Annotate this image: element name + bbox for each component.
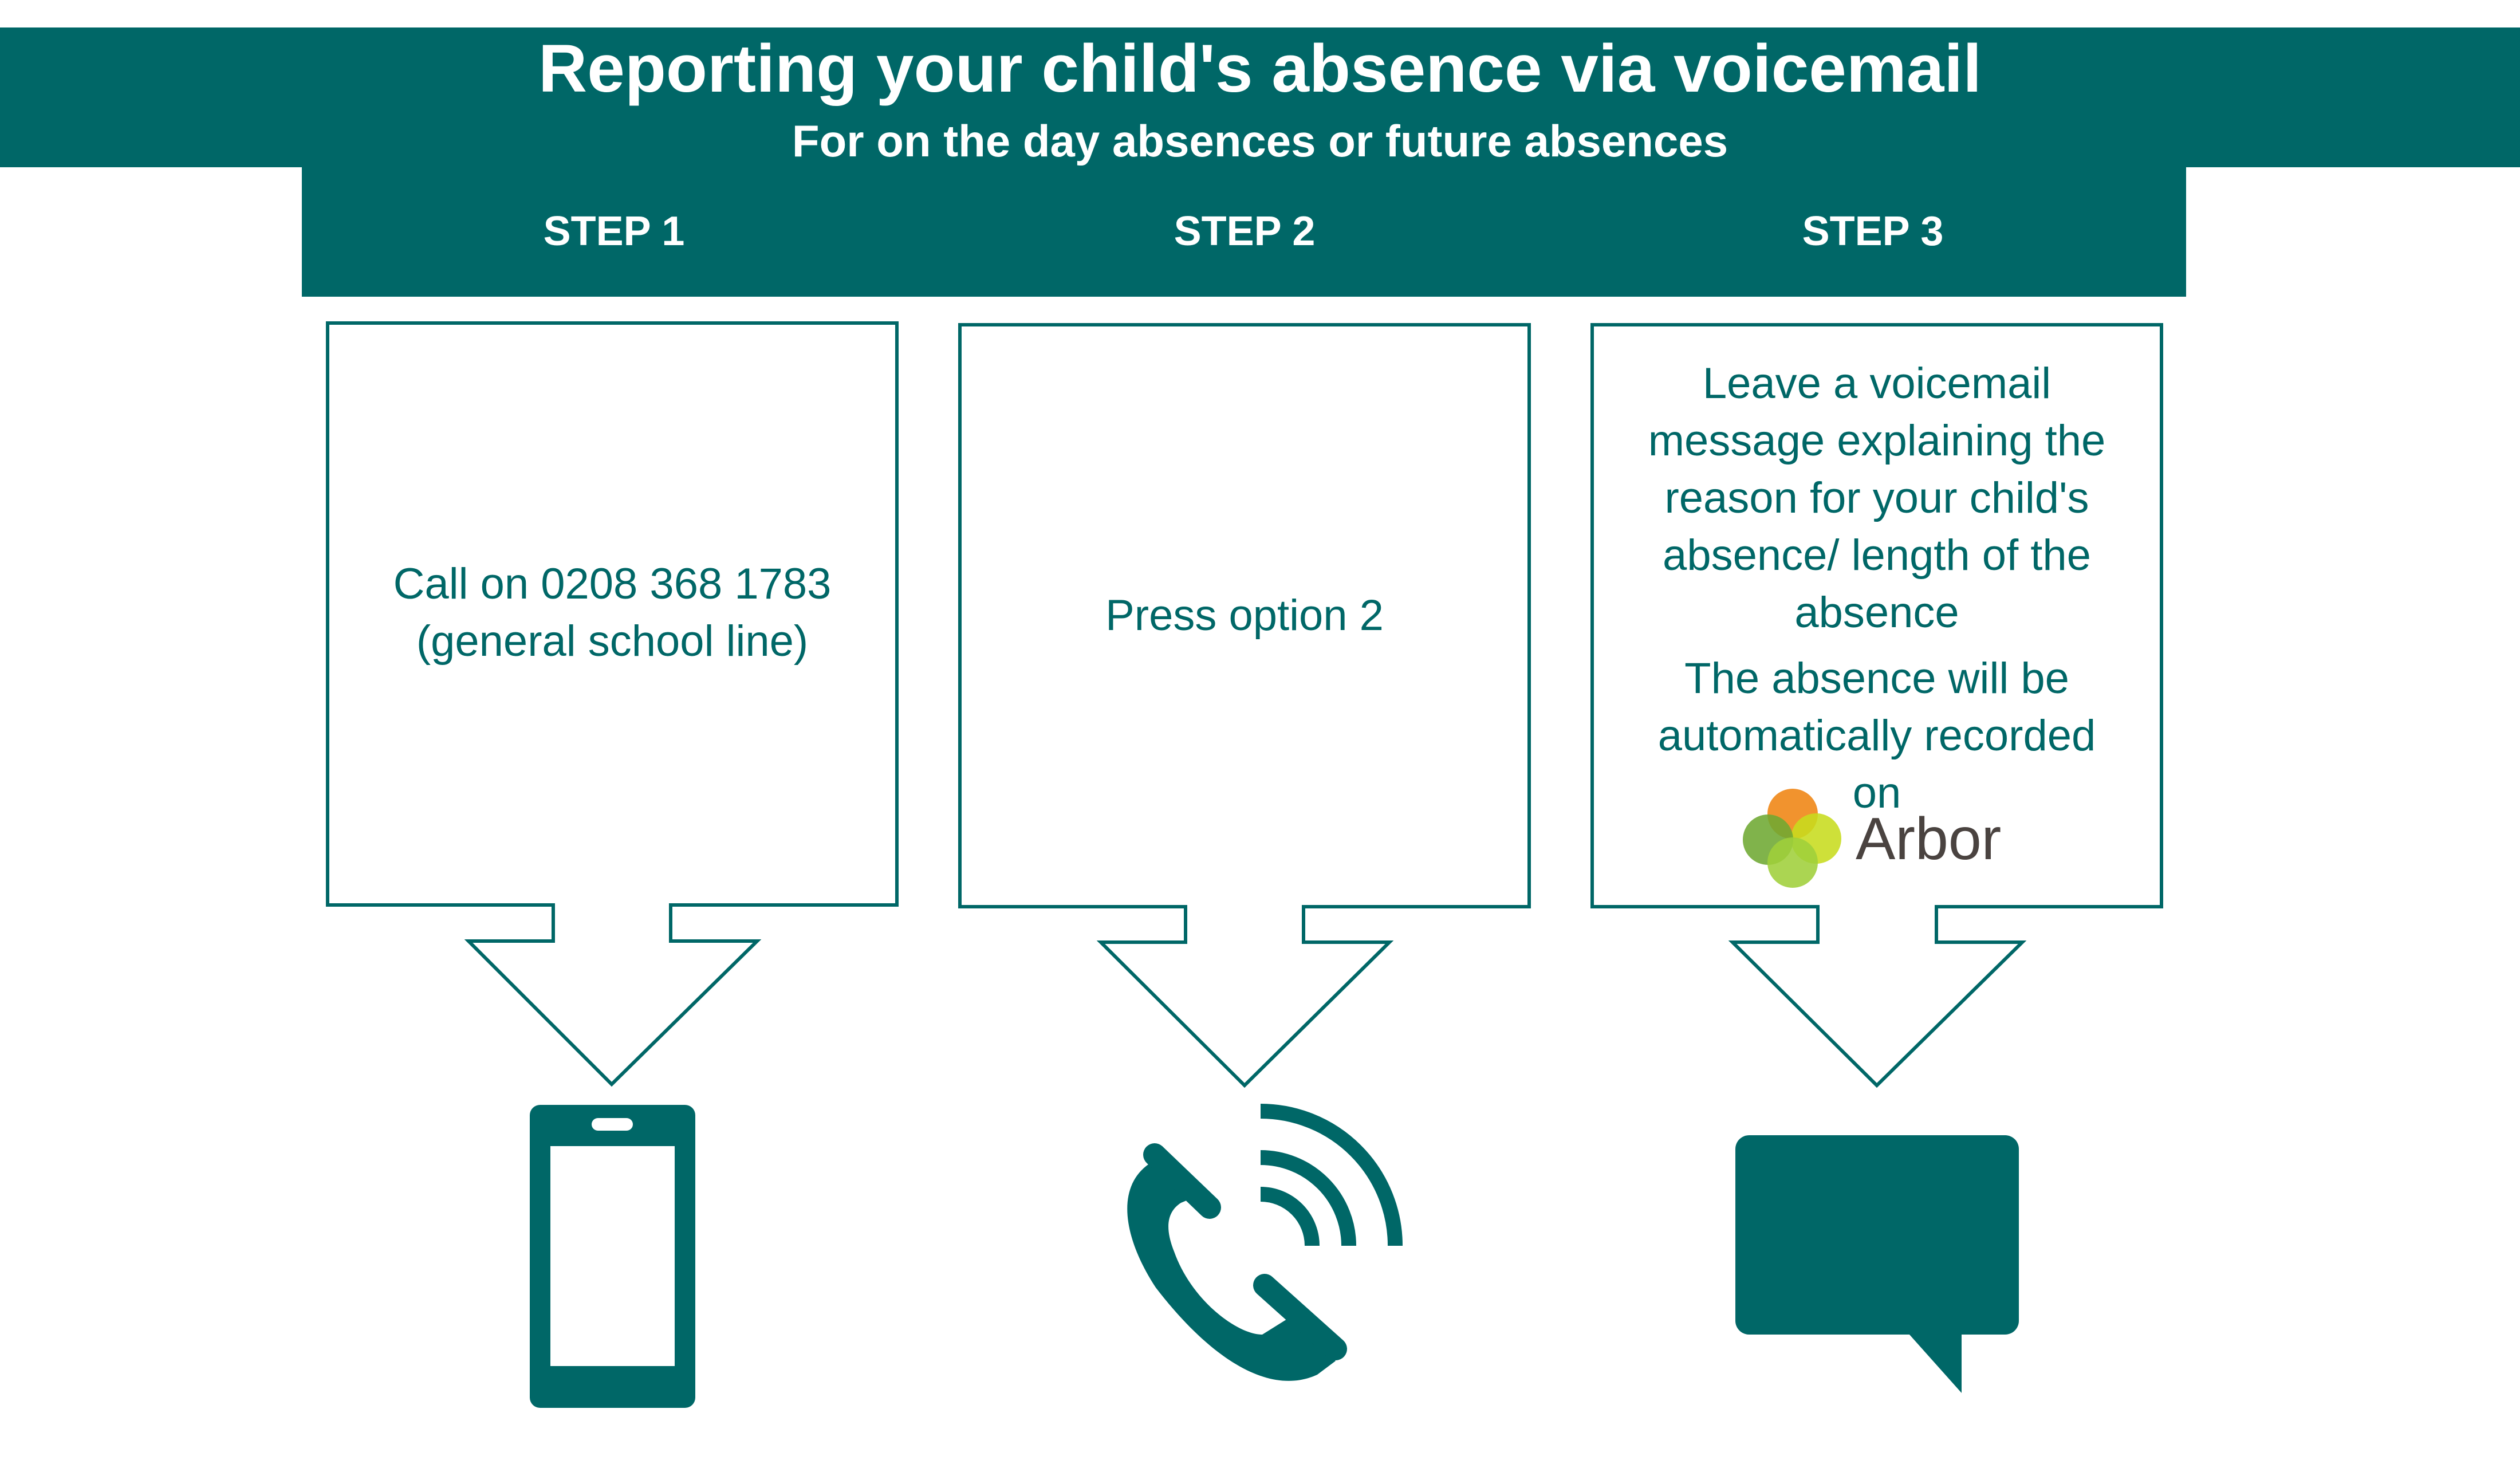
step-3-line-8: on <box>1852 769 1901 817</box>
step-3-line-6: The absence will be <box>1684 654 2069 703</box>
step-3-line-4: absence/ length of the <box>1663 531 2091 580</box>
phone-call-icon <box>1127 1111 1395 1381</box>
step-3-label: STEP 3 <box>1802 208 1944 254</box>
step-1-callout-box <box>328 323 897 1084</box>
speech-bubble-icon <box>1735 1135 2019 1393</box>
step-3-line-2: message explaining the <box>1648 416 2106 465</box>
arbor-logo-text: Arbor <box>1856 806 2002 872</box>
step-2-label: STEP 2 <box>1174 208 1316 254</box>
step-3-line-3: reason for your child's <box>1664 474 2089 522</box>
step-2-line-1: Press option 2 <box>1105 591 1384 640</box>
page-title: Reporting your child's absence via voicemail <box>538 31 1982 107</box>
step-3-text <box>1592 355 2161 642</box>
step-2-callout-box <box>960 325 1529 1085</box>
step-1-label: STEP 1 <box>543 208 685 254</box>
step-3-line-7: automatically recorded <box>1657 711 2096 760</box>
step-2-text <box>960 587 1529 644</box>
step-1-text <box>328 556 897 670</box>
mobile-phone-icon <box>530 1105 695 1408</box>
step-1-line-1: Call on 0208 368 1783 <box>393 560 832 608</box>
step-3-line-1: Leave a voicemail <box>1702 359 2052 408</box>
step-1-line-2: (general school line) <box>416 617 809 666</box>
step-3-text-2 <box>1592 650 2161 822</box>
page-subtitle: For on the day absences or future absences <box>792 116 1728 166</box>
step-3-line-5: absence <box>1794 588 1959 637</box>
